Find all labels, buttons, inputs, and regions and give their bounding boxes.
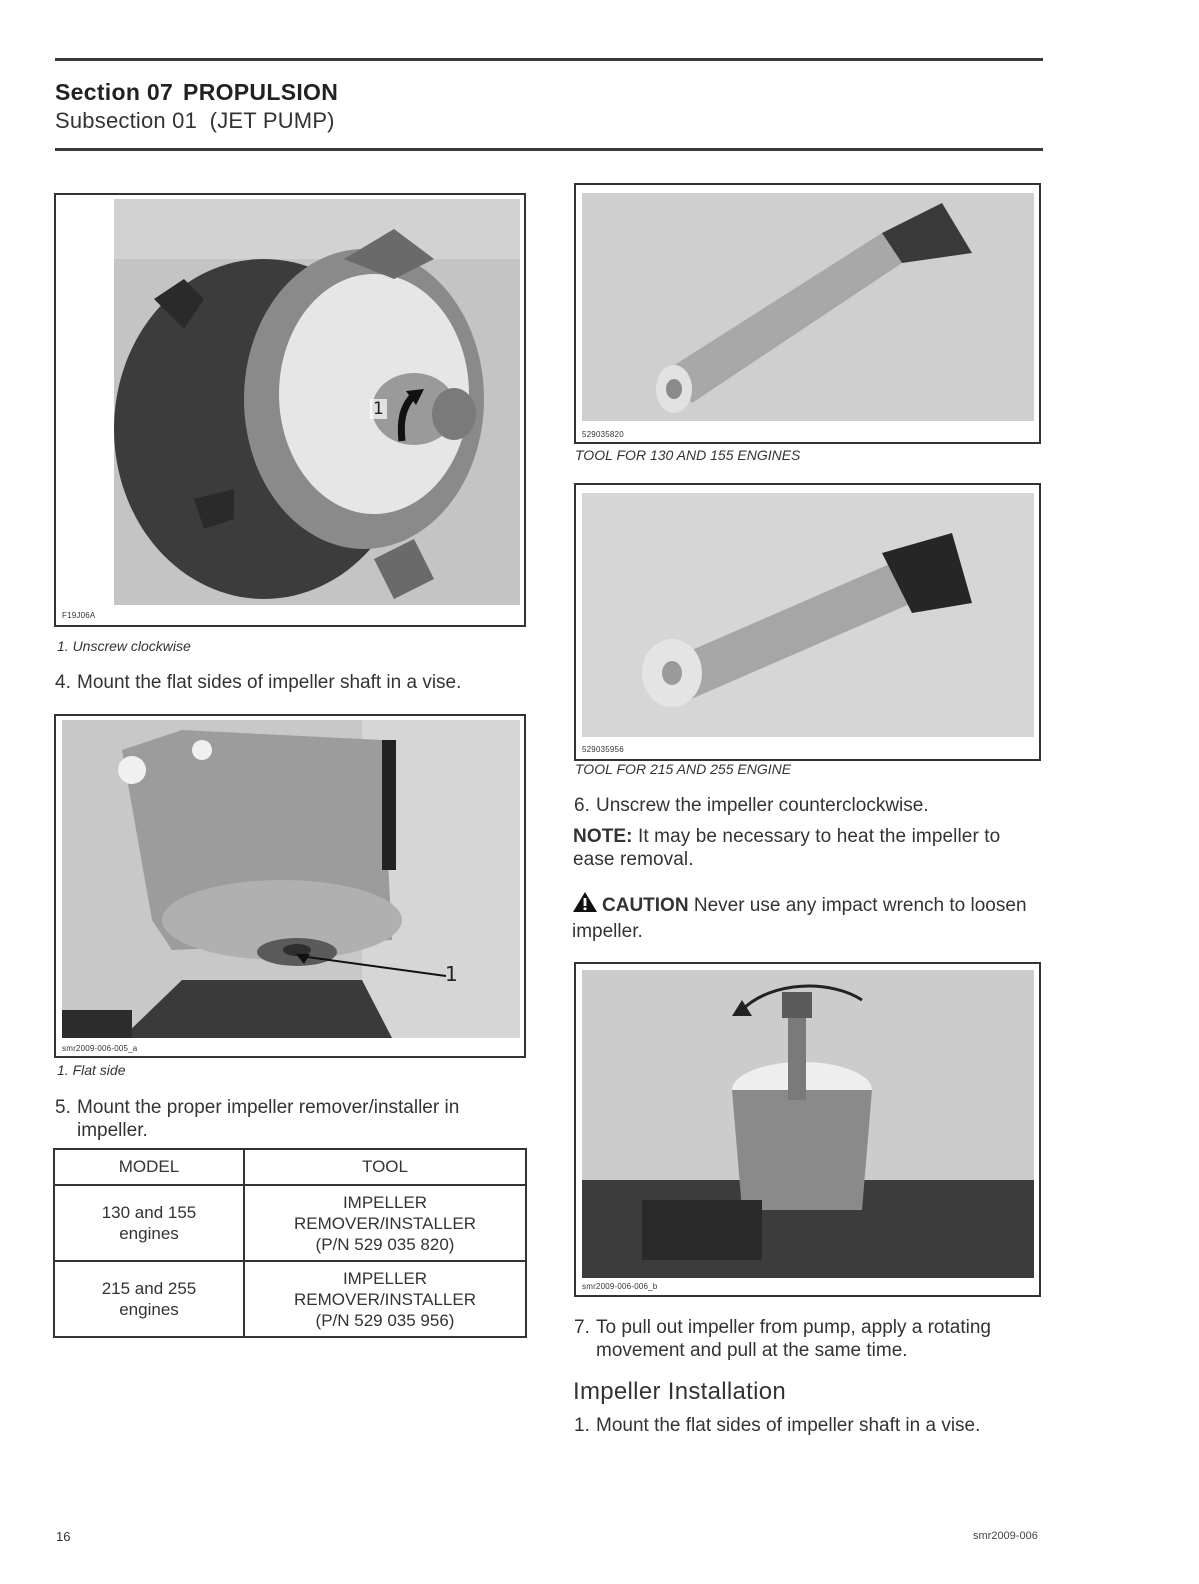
step-6-text: Unscrew the impeller counterclockwise.	[596, 795, 929, 816]
remover-installed-photo	[582, 970, 1034, 1278]
step-6	[574, 794, 1044, 817]
section-title: PROPULSION	[183, 79, 339, 105]
note	[573, 825, 1045, 871]
table-cell-model: 215 and 255 engines	[54, 1261, 244, 1337]
flat-side-leader-line	[296, 952, 456, 986]
table-cell-model: 130 and 155 engines	[54, 1185, 244, 1261]
figure5-id: smr2009-006-006_b	[582, 1282, 658, 1291]
figure1-caption: 1. Unscrew clockwise	[57, 638, 191, 654]
tool-130-155-photo	[582, 193, 1034, 421]
section-heading	[55, 79, 338, 106]
figure2-id: smr2009-006-005_a	[62, 1044, 138, 1053]
figure-remover-installed	[574, 962, 1041, 1297]
step-7	[574, 1316, 1046, 1362]
section-label: Section 07	[55, 79, 174, 105]
table-cell-tool: IMPELLER REMOVER/INSTALLER (P/N 529 035 820)	[244, 1185, 526, 1261]
caution-text: Never use any impact wrench to loosen impeller.	[572, 895, 1027, 942]
figure1-id: F19J06A	[62, 611, 96, 620]
note-label: NOTE:	[573, 826, 633, 847]
step-6-number: 6.	[574, 795, 590, 816]
flat-side-photo	[62, 720, 520, 1038]
step-5	[55, 1096, 530, 1142]
figure2-caption: 1. Flat side	[57, 1062, 126, 1078]
pump-housing-photo	[114, 199, 520, 605]
column-header-model: MODEL	[54, 1149, 244, 1185]
step-7-text: To pull out impeller from pump, apply a rotating movement and pull at the same time.	[596, 1317, 991, 1361]
table-cell-tool: IMPELLER REMOVER/INSTALLER (P/N 529 035 956)	[244, 1261, 526, 1337]
installation-heading: Impeller Installation	[573, 1378, 787, 1405]
step-4-number: 4.	[55, 672, 71, 693]
figure-flat-side	[54, 714, 526, 1058]
table-row	[54, 1261, 526, 1337]
caution-label: CAUTION	[602, 895, 689, 916]
note-text: It may be necessary to heat the impeller to ease removal.	[573, 826, 1001, 870]
step-5-text: Mount the proper impeller remover/installer in impeller.	[77, 1097, 460, 1141]
figure-pump-housing	[54, 193, 526, 627]
installation-step-1-number: 1.	[574, 1415, 590, 1436]
page-number: 16	[56, 1529, 71, 1544]
tool-215-255-photo	[582, 493, 1034, 737]
step-4	[55, 671, 530, 694]
figure1-callout-number: 1	[370, 399, 387, 419]
header-top-rule	[55, 58, 1043, 61]
warning-triangle-icon	[572, 891, 598, 920]
step-5-number: 5.	[55, 1097, 71, 1118]
document-code: smr2009-006	[973, 1530, 1038, 1542]
subsection-heading	[55, 108, 335, 134]
figure3-caption: TOOL FOR 130 AND 155 ENGINES	[575, 447, 801, 463]
step-7-number: 7.	[574, 1317, 590, 1338]
installation-step-1	[574, 1414, 1046, 1437]
figure3-id: 529035820	[582, 430, 624, 439]
subsection-title: (JET PUMP)	[209, 108, 335, 133]
tool-table	[53, 1148, 527, 1338]
rotation-arrow-icon	[392, 387, 426, 443]
table-row	[54, 1185, 526, 1261]
installation-step-1-text: Mount the flat sides of impeller shaft in a vise.	[596, 1415, 981, 1436]
caution-box	[572, 891, 1042, 944]
figure-tool-215-255	[574, 483, 1041, 761]
column-header-tool: TOOL	[244, 1149, 526, 1185]
figure2-callout-number: 1	[445, 962, 458, 986]
figure4-caption: TOOL FOR 215 AND 255 ENGINE	[575, 761, 792, 777]
figure-tool-130-155	[574, 183, 1041, 444]
figure4-id: 529035956	[582, 745, 624, 754]
subsection-label: Subsection 01	[55, 108, 198, 133]
tool-table-header-row	[54, 1149, 526, 1185]
step-4-text: Mount the flat sides of impeller shaft in a vise.	[77, 672, 462, 693]
header-bottom-rule	[55, 148, 1043, 151]
